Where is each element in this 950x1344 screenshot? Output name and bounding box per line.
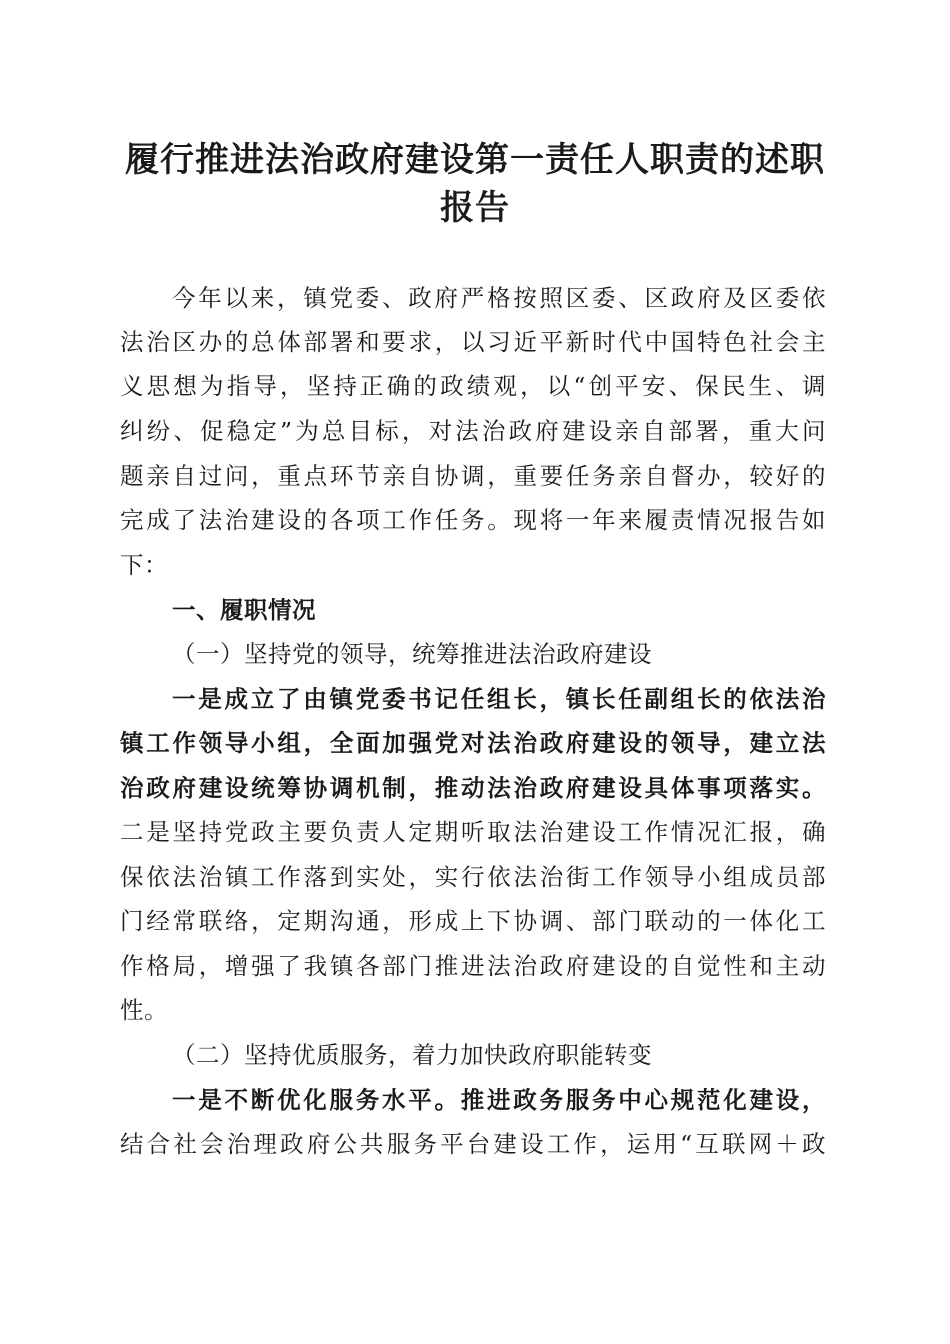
document-title-line-1: 履行推进法治政府建设第一责任人职责的述职 — [125, 140, 825, 180]
document-title-line-2: 报告 — [440, 188, 510, 228]
body-line: 性。 — [120, 996, 168, 1024]
intro-line: 纠纷、促稳定”为总目标，对法治政府建设亲自部署，重大问 — [120, 417, 826, 445]
intro-line: 法治区办的总体部署和要求，以习近平新时代中国特色社会主 — [120, 328, 826, 356]
intro-line: 今年以来，镇党委、政府严格按照区委、区政府及区委依 — [172, 284, 826, 312]
body-line: 作格局，增强了我镇各部门推进法治政府建设的自觉性和主动 — [120, 952, 826, 980]
body-line: 治政府建设统筹协调机制，推动法治政府建设具体事项落实。 — [120, 774, 826, 802]
body-line: 一是不断优化服务水平。推进政务服务中心规范化建设， — [172, 1086, 826, 1114]
intro-line: 题亲自过问，重点环节亲自协调，重要任务亲自督办，较好的 — [120, 462, 826, 490]
body-line: 一是成立了由镇党委书记任组长，镇长任副组长的依法治 — [172, 685, 826, 713]
intro-line: 义思想为指导，坚持正确的政绩观，以“创平安、保民生、调 — [120, 372, 826, 400]
body-line: 门经常联络，定期沟通，形成上下协调、部门联动的一体化工 — [120, 907, 826, 935]
body-line: 二是坚持党政主要负责人定期听取法治建设工作情况汇报，确 — [120, 818, 826, 846]
subsection-heading: （二）坚持优质服务，着力加快政府职能转变 — [172, 1041, 652, 1069]
body-line: 保依法治镇工作落到实处，实行依法治街工作领导小组成员部 — [120, 863, 826, 891]
intro-line: 完成了法治建设的各项工作任务。现将一年来履责情况报告如 — [120, 506, 826, 534]
intro-line: 下： — [120, 551, 168, 579]
body-line: 镇工作领导小组，全面加强党对法治政府建设的领导，建立法 — [120, 729, 826, 757]
body-line: 结合社会治理政府公共服务平台建设工作，运用“互联网＋政 — [120, 1130, 826, 1158]
subsection-heading: （一）坚持党的领导，统筹推进法治政府建设 — [172, 640, 652, 668]
section-heading: 一、履职情况 — [172, 596, 316, 624]
